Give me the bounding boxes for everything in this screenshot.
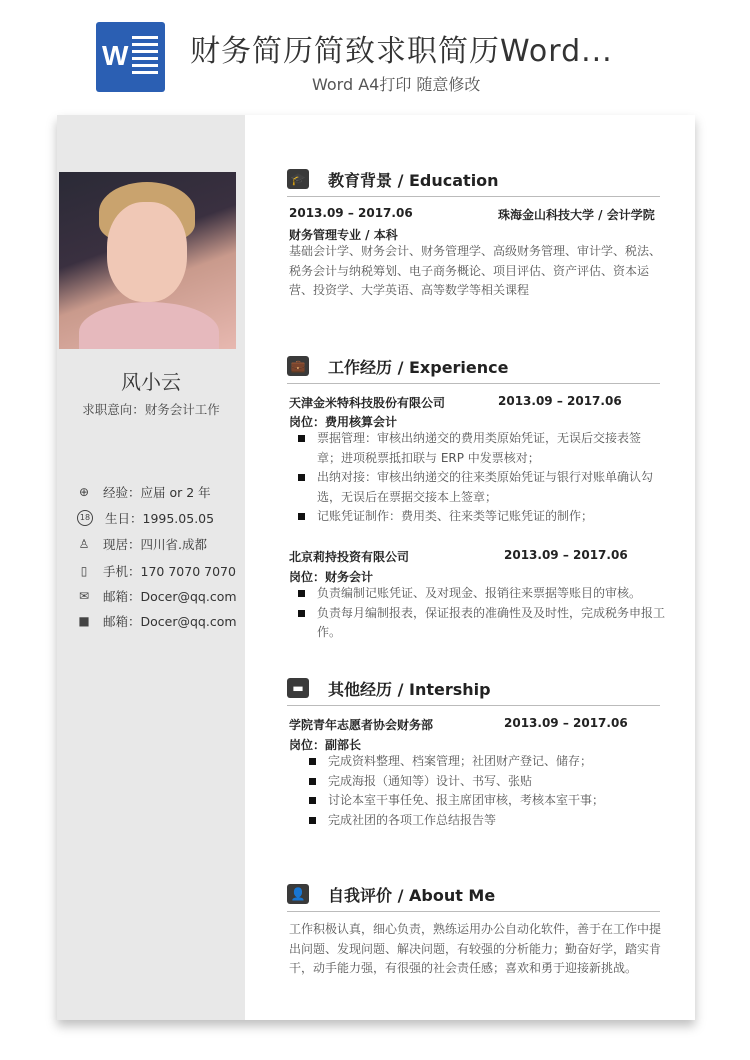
section-title: 自我评价 / About Me [328,886,496,905]
job-duties [289,429,663,527]
crosshair-icon: ⊕ [78,485,90,499]
list-item: 讨论本室干事任免、报主席团审核，考核本室干事； [300,791,660,811]
info-birthday [77,509,214,527]
info-label: 手机：170 7070 7070 [103,564,236,579]
phone-icon: ▯ [80,564,88,578]
edu-courses: 基础会计学、财务会计、财务管理学、高级财务管理、审计学、税法、税务会计与纳税筹划、电子商务概论、项目评估、资产评估、资本运营、投资学、大学英语、高等数学等相关课程 [289,244,662,297]
list-item: 票据管理：审核出纳递交的费用类原始凭证，无误后交接表签章；进项税票抵扣联与 ERP 中发票核对； [289,429,663,468]
education-header [287,167,660,197]
edu-date: 2013.09 – 2017.06 [289,206,413,220]
graduation-cap-icon: 🎓 [287,169,309,189]
job-position: 岗位：费用核算会计 [289,415,398,429]
job-duties [289,584,669,643]
list-item: 完成海报（通知等）设计、书写、张贴 [300,772,660,792]
job-company: 天津金米特科技股份有限公司 [289,396,446,410]
job-company: 北京莉持投资有限公司 [289,550,410,564]
location-person-icon: ♙ [78,537,90,551]
about-header [287,882,660,912]
word-app-icon [96,22,165,92]
info-location [77,535,207,553]
org-date: 2013.09 – 2017.06 [504,716,628,730]
job-position: 岗位：财务会计 [289,570,374,584]
list-item: 完成资料整理、档案管理；社团财产登记、储存； [300,752,660,772]
envelope-icon: ✉ [78,589,90,603]
folder-icon: ▬ [287,678,309,698]
job-date: 2013.09 – 2017.06 [504,548,628,562]
org-duties [300,752,660,830]
section-title: 其他经历 / Intership [328,680,491,699]
section-title: 工作经历 / Experience [328,358,509,377]
edu-school: 珠海金山科技大学 / 会计学院 [498,208,655,222]
info-label: 现居：四川省.成都 [103,537,207,552]
info-phone [77,562,236,580]
info-label: 邮箱：Docer@qq.com [103,614,237,629]
list-item: 记账凭证制作：费用类、往来类等记账凭证的制作； [289,507,663,527]
chat-icon: ■ [78,614,90,628]
list-item: 出纳对接：审核出纳递交的往来类原始凭证与银行对账单确认勾选，无误后在票据交接本上签章； [289,468,663,507]
profile-name: 风小云 [121,370,181,394]
word-letter: W [102,40,129,71]
about-text: 工作积极认真，细心负责，熟练运用办公自动化软件，善于在工作中提出问题、发现问题、解决问题，有较强的分析能力；勤奋好学，踏实肯干，动手能力强，有很强的社会责任感；喜欢和勇于迎接新挑战。 [289,922,662,975]
job-date: 2013.09 – 2017.06 [498,394,622,408]
intership-header [287,676,660,706]
job-intent: 求职意向：财务会计工作 [82,402,220,417]
info-label: 生日：1995.05.05 [105,511,215,526]
info-email-2 [77,612,237,630]
section-title: 教育背景 / Education [328,171,499,190]
info-label: 邮箱：Docer@qq.com [103,589,237,604]
experience-header [287,354,660,384]
info-label: 经验：应届 or 2 年 [103,485,211,500]
list-item: 负责每月编制报表，保证报表的准确性及及时性，完成税务申报工作。 [289,604,669,643]
person-icon: 👤 [287,884,309,904]
list-item: 负责编制记账凭证、及对现金、报销往来票据等账目的审核。 [289,584,669,604]
info-email [77,587,237,605]
page-title: 财务简历简致求职简历Word... [190,34,613,69]
edu-major: 财务管理专业 / 本科 [289,228,398,242]
org-name: 学院青年志愿者协会财务部 [289,718,434,732]
sidebar [57,115,245,1020]
org-position: 岗位：副部长 [289,738,362,752]
briefcase-icon: 💼 [287,356,309,376]
profile-photo [59,172,236,349]
page-subtitle: Word A4打印 随意修改 [312,75,481,94]
list-item: 完成社团的各项工作总结报告等 [300,811,660,831]
resume-page [57,115,695,1020]
birthday-18-icon: 18 [77,510,93,526]
info-experience [77,483,211,501]
